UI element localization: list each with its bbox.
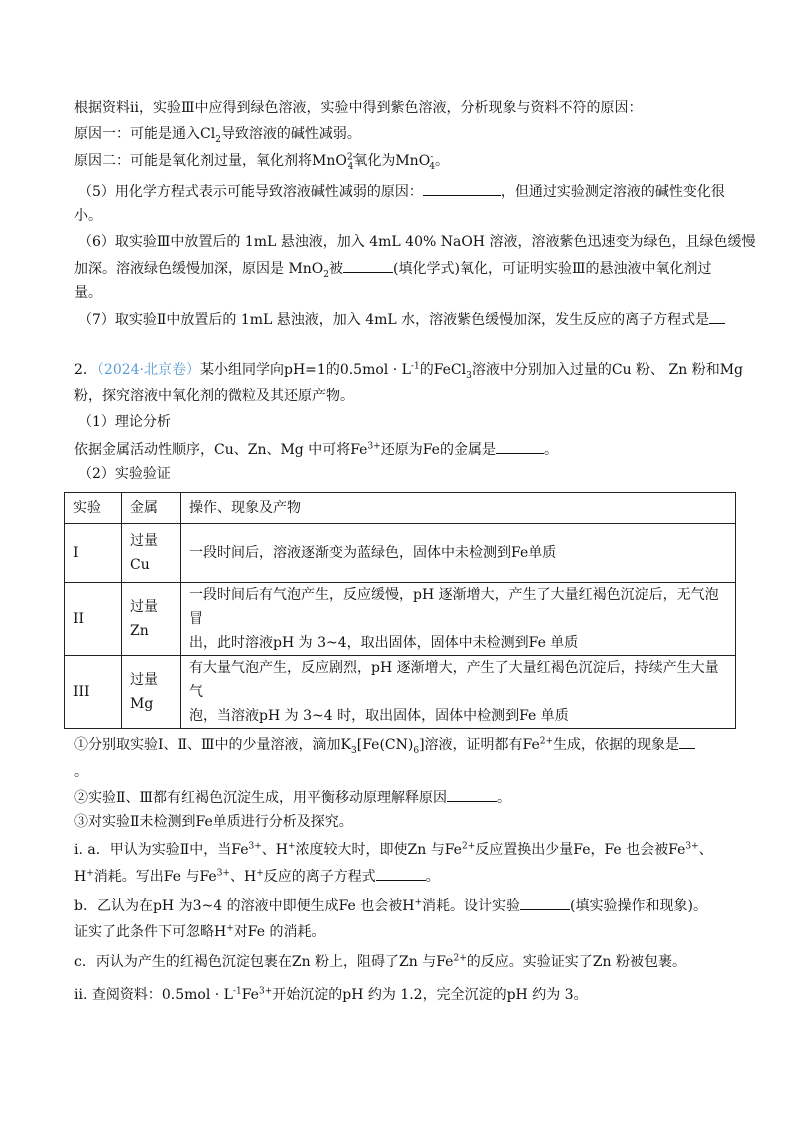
item-i-b-cont: 证实了此条件下可忽略H+对Fe 的消耗。 xyxy=(74,923,326,940)
section-theory: （1）理论分析 xyxy=(78,414,171,430)
table-header: 实验 xyxy=(65,493,122,524)
item-i-c: c．丙认为产生的红褐色沉淀包裹在Zn 粉上，阻碍了Zn 与$Fe^{2+}$的反应。实验证实了Zn 粉被包裹。 xyxy=(74,953,686,970)
question-5-cont: 小。 xyxy=(74,208,102,224)
para-reason-two: 原因二：可能是氧化剂过量，氧化剂将MnO$^{2-}_4$氧化为MnO-$_4$。 xyxy=(74,152,449,172)
experiment-table xyxy=(64,492,736,729)
para-material-ii: 根据资料ⅱ，实验Ⅲ中应得到绿色溶液，实验中得到紫色溶液，分析现象与资料不符的原因： xyxy=(74,100,643,116)
question-a2: ②实验Ⅱ、Ⅲ都有红褐色沉淀生成，用平衡移动原理解释原因 。 xyxy=(74,787,511,808)
table-cell-result: 一段时间后有气泡产生，反应缓慢，pH 逐渐增大，产生了大量红褐色沉淀后，无气泡冒 出，此时溶液pH 为 3~4，取出固体，固体中未检测到Fe 单质 xyxy=(181,583,736,656)
answer-blank-a2[interactable] xyxy=(447,787,497,802)
question-a3: ③对实验Ⅱ未检测到Fe单质进行分析及探究。 xyxy=(74,814,353,830)
question-6: （6）取实验Ⅲ中放置后的 1mL 悬浊液，加入 4mL 40% NaOH 溶液，溶液紫色迅速变为绿色，且绿色缓慢 xyxy=(78,234,756,250)
question-5: （5）用化学方程式表示可能导致溶液碱性减弱的原因： ，但通过实验测定溶液的碱性变化很 xyxy=(78,181,725,202)
table-cell-metal: 过量 Cu xyxy=(122,524,181,583)
answer-blank-6[interactable] xyxy=(343,258,393,273)
table-header: 操作、现象及产物 xyxy=(181,493,736,524)
item-ii: ⅱ. 查阅资料：$0.5mol \cdot L^{-1}Fe^{3+}$开始沉淀的pH 约为 1.2，完全沉淀的pH 约为 3。 xyxy=(74,986,588,1003)
answer-blank-design[interactable] xyxy=(520,895,570,910)
question-a1: ①分别取实验Ⅰ、Ⅱ、Ⅲ中的少量溶液，滴加$K_3[Fe(CN)_6]$溶液，证明都有$Fe^{2+}$生成，依据的现象是 xyxy=(74,734,695,755)
table-cell-id: III xyxy=(65,656,122,729)
table-header-row xyxy=(65,493,736,524)
question-6-cont: 加深。溶液绿色缓慢加深，原因是 MnO$_2$被 (填化学式)氧化，可证明实验Ⅲ的悬浊液中氧化剂过 xyxy=(74,258,711,279)
table-header: 金属 xyxy=(122,493,181,524)
table-cell-result: 有大量气泡产生，反应剧烈，pH 逐渐增大，产生了大量红褐色沉淀后，持续产生大量气 泡，当溶液pH 为 3~4 时，取出固体，固体中检测到Fe 单质 xyxy=(181,656,736,729)
source-tag: （2024·北京卷） xyxy=(96,362,201,378)
question-6-cont2: 量。 xyxy=(74,285,102,301)
para-reason-one: 原因一：可能是通入$Cl_2$导致溶液的碱性减弱。 xyxy=(74,126,361,145)
table-row xyxy=(65,524,736,583)
question-2-cont: 粉，探究溶液中氧化剂的微粒及其还原产物。 xyxy=(74,388,354,404)
answer-blank-7[interactable] xyxy=(709,309,725,324)
table-row xyxy=(65,583,736,656)
question-7: （7）取实验Ⅱ中放置后的 1mL 悬浊液，加入 4mL 水，溶液紫色缓慢加深，发生反应的离子方程式是 xyxy=(78,309,725,330)
answer-blank-5[interactable] xyxy=(423,181,501,196)
table-cell-id: I xyxy=(65,524,122,583)
table-cell-metal: 过量 Mg xyxy=(122,656,181,729)
table-cell-metal: 过量 Zn xyxy=(122,583,181,656)
question-a1-cont: 。 xyxy=(74,764,88,780)
table-row xyxy=(65,656,736,729)
answer-blank-metal[interactable] xyxy=(496,439,544,454)
answer-blank-ionic[interactable] xyxy=(376,866,426,881)
table-cell-result: 一段时间后，溶液逐渐变为蓝绿色，固体中未检测到Fe单质 xyxy=(181,524,736,583)
item-i-b: b．乙认为在pH 为3~4 的溶液中即便生成Fe 也会被H+消耗。设计实验 (填实验操作和现象)。 xyxy=(74,895,707,916)
section-experiment: （2）实验验证 xyxy=(78,466,171,482)
item-i-a-cont: H+消耗。写出Fe 与$Fe^{3+}$、H+反应的离子方程式 。 xyxy=(74,866,440,887)
question-2-header: 2．（2024·北京卷）某小组同学向pH=1的$0.5mol \cdot L^{-1}$的FeCl$_3$溶液中分别加入过量的Cu 粉、 Zn 粉和Mg xyxy=(74,361,743,381)
answer-blank-a1[interactable] xyxy=(679,734,695,749)
table-cell-id: II xyxy=(65,583,122,656)
item-i-a: ⅰ. a．甲认为实验Ⅱ中，当$Fe^{3+}$、H+浓度较大时，即使Zn 与$Fe^{2+}$反应置换出少量Fe，Fe 也会被$Fe^{3+}$、 xyxy=(74,841,713,858)
para-theory: 依据金属活动性顺序，Cu、Zn、Mg 中可将$Fe^{3+}$还原为Fe的金属是 。 xyxy=(74,439,558,460)
